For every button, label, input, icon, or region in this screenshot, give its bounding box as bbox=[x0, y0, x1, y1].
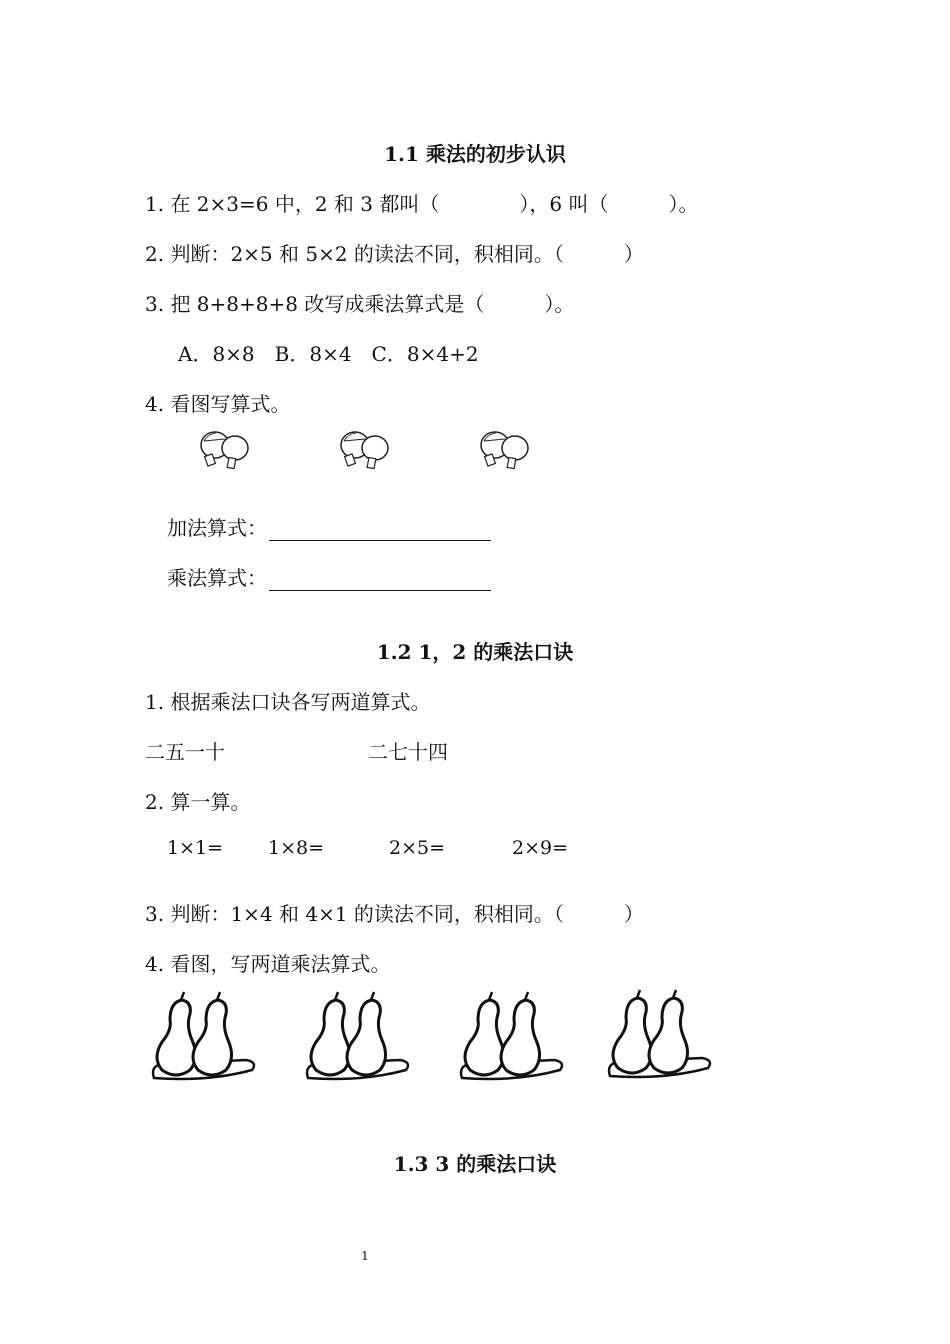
addition-answer-blank[interactable] bbox=[269, 520, 491, 541]
paddle-pair-image bbox=[338, 428, 392, 474]
pear-pair-image bbox=[148, 990, 256, 1084]
question-1-2-3: 3. 判断：1×4 和 4×1 的读法不同，积相同。（ ） bbox=[145, 902, 644, 926]
pear-pair-image bbox=[604, 988, 712, 1082]
section-heading-1-3: 1.3 3 的乘法口诀 bbox=[393, 1152, 557, 1176]
rhyme-2: 二七十四 bbox=[368, 740, 448, 764]
rhyme-1: 二五一十 bbox=[145, 740, 225, 764]
calc-item: 2×9= bbox=[512, 837, 569, 859]
multiplication-answer-blank[interactable] bbox=[269, 570, 491, 591]
page-number: 1 bbox=[361, 1249, 369, 1263]
pear-pair-image bbox=[302, 990, 410, 1084]
multiplication-label: 乘法算式： bbox=[167, 566, 267, 590]
addition-answer-row bbox=[167, 512, 491, 541]
question-1-2-2: 2. 算一算。 bbox=[145, 790, 251, 814]
paddle-pair-image bbox=[198, 428, 252, 474]
paddle-pair-image bbox=[478, 428, 532, 474]
question-1-1-4: 4. 看图写算式。 bbox=[145, 392, 291, 416]
section-heading-1-1: 1.1 乘法的初步认识 bbox=[384, 142, 566, 166]
section-heading-1-2: 1.2 1，2 的乘法口诀 bbox=[376, 640, 574, 664]
question-1-1-1: 1. 在 2×3=6 中，2 和 3 都叫（ ），6 叫（ ）。 bbox=[145, 192, 699, 216]
calc-item: 2×5= bbox=[389, 837, 446, 859]
pear-pair-image bbox=[456, 990, 564, 1084]
calc-item: 1×1= bbox=[167, 837, 224, 859]
calc-item: 1×8= bbox=[268, 837, 325, 859]
question-1-2-1: 1. 根据乘法口诀各写两道算式。 bbox=[145, 690, 431, 714]
question-1-1-2: 2. 判断：2×5 和 5×2 的读法不同，积相同。（ ） bbox=[145, 242, 644, 266]
question-1-1-3: 3. 把 8+8+8+8 改写成乘法算式是（ ）。 bbox=[145, 292, 575, 316]
question-1-1-3-options: A．8×8 B．8×4 C．8×4+2 bbox=[178, 342, 479, 366]
addition-label: 加法算式： bbox=[167, 516, 267, 540]
multiplication-answer-row bbox=[167, 562, 491, 591]
question-1-2-4: 4. 看图，写两道乘法算式。 bbox=[145, 952, 391, 976]
